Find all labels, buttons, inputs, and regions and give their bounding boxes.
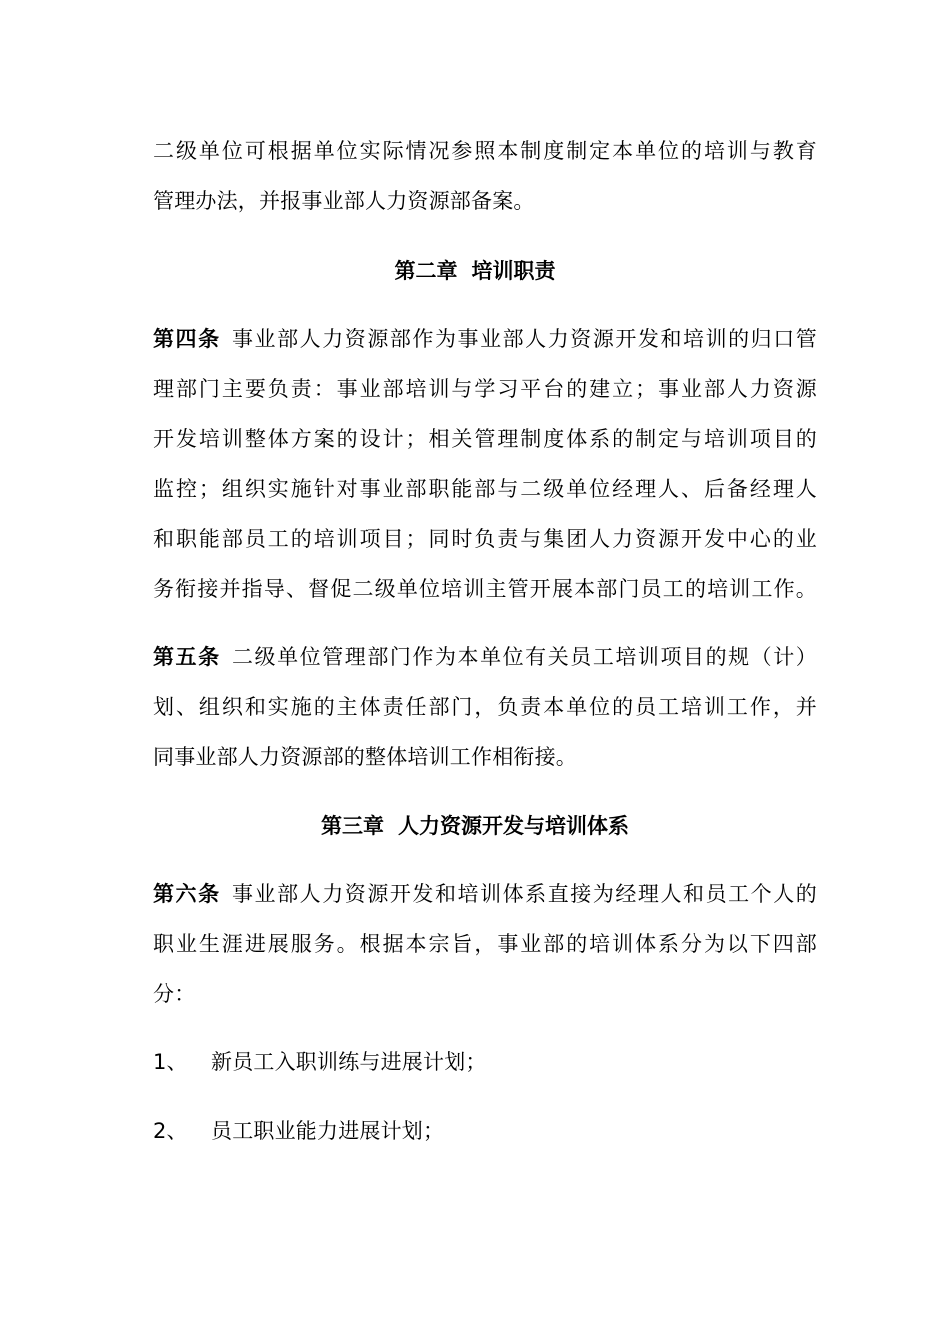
article-6-text-1: 事业部人力资源开发和培训体系直接为经理人和员工个人的 — [230, 882, 817, 906]
list-item — [153, 1047, 817, 1077]
article-4-line-6: 务衔接并指导、督促二级单位培训主管开展本部门员工的培训工作。 — [153, 577, 817, 601]
article-5-line-2: 划、组织和实施的主体责任部门，负责本单位的员工培训工作，并 — [153, 695, 817, 719]
list-item-text: 员工职业能力进展计划； — [211, 1119, 445, 1143]
article-4-text-1: 事业部人力资源部作为事业部人力资源开发和培训的归口管 — [230, 327, 817, 351]
chapter-3-heading — [0, 811, 950, 841]
intro-line-1: 二级单位可根据单位实际情况参照本制度制定本单位的培训与教育 — [153, 139, 817, 163]
article-5-line-3: 同事业部人力资源部的整体培训工作相衔接。 — [153, 745, 577, 769]
article-6-label: 第六条 — [153, 882, 221, 906]
article-6-line-3: 分： — [153, 982, 196, 1006]
article-4-label: 第四条 — [153, 327, 221, 351]
intro-line-2: 管理办法，并报事业部人力资源部备案。 — [153, 189, 535, 213]
article-6-line-2: 职业生涯进展服务。根据本宗旨，事业部的培训体系分为以下四部 — [153, 932, 817, 956]
article-5-text-1: 二级单位管理部门作为本单位有关员工培训项目的规（计） — [230, 645, 817, 669]
article-6-line-1 — [153, 879, 817, 909]
chapter-2-heading — [0, 256, 950, 286]
chapter-2-number: 第二章 — [394, 259, 458, 283]
chapter-2-title: 培训职责 — [471, 259, 556, 283]
chapter-3-number: 第三章 — [321, 814, 384, 838]
article-4-line-1 — [153, 324, 817, 354]
article-5-line-1 — [153, 642, 817, 672]
list-item-number: 2、 — [153, 1119, 188, 1143]
article-4-line-4: 监控；组织实施针对事业部职能部与二级单位经理人、后备经理人 — [153, 477, 817, 501]
article-5-label: 第五条 — [153, 645, 221, 669]
chapter-3-title: 人力资源开发与培训体系 — [398, 814, 629, 838]
article-4-line-3: 开发培训整体方案的设计；相关管理制度体系的制定与培训项目的 — [153, 427, 817, 451]
list-item — [153, 1116, 817, 1146]
article-4-line-2: 理部门主要负责：事业部培训与学习平台的建立；事业部人力资源 — [153, 377, 817, 401]
list-item-text: 新员工入职训练与进展计划； — [211, 1050, 487, 1074]
article-4-line-5: 和职能部员工的培训项目；同时负责与集团人力资源开发中心的业 — [153, 527, 817, 551]
list-item-number: 1、 — [153, 1050, 188, 1074]
